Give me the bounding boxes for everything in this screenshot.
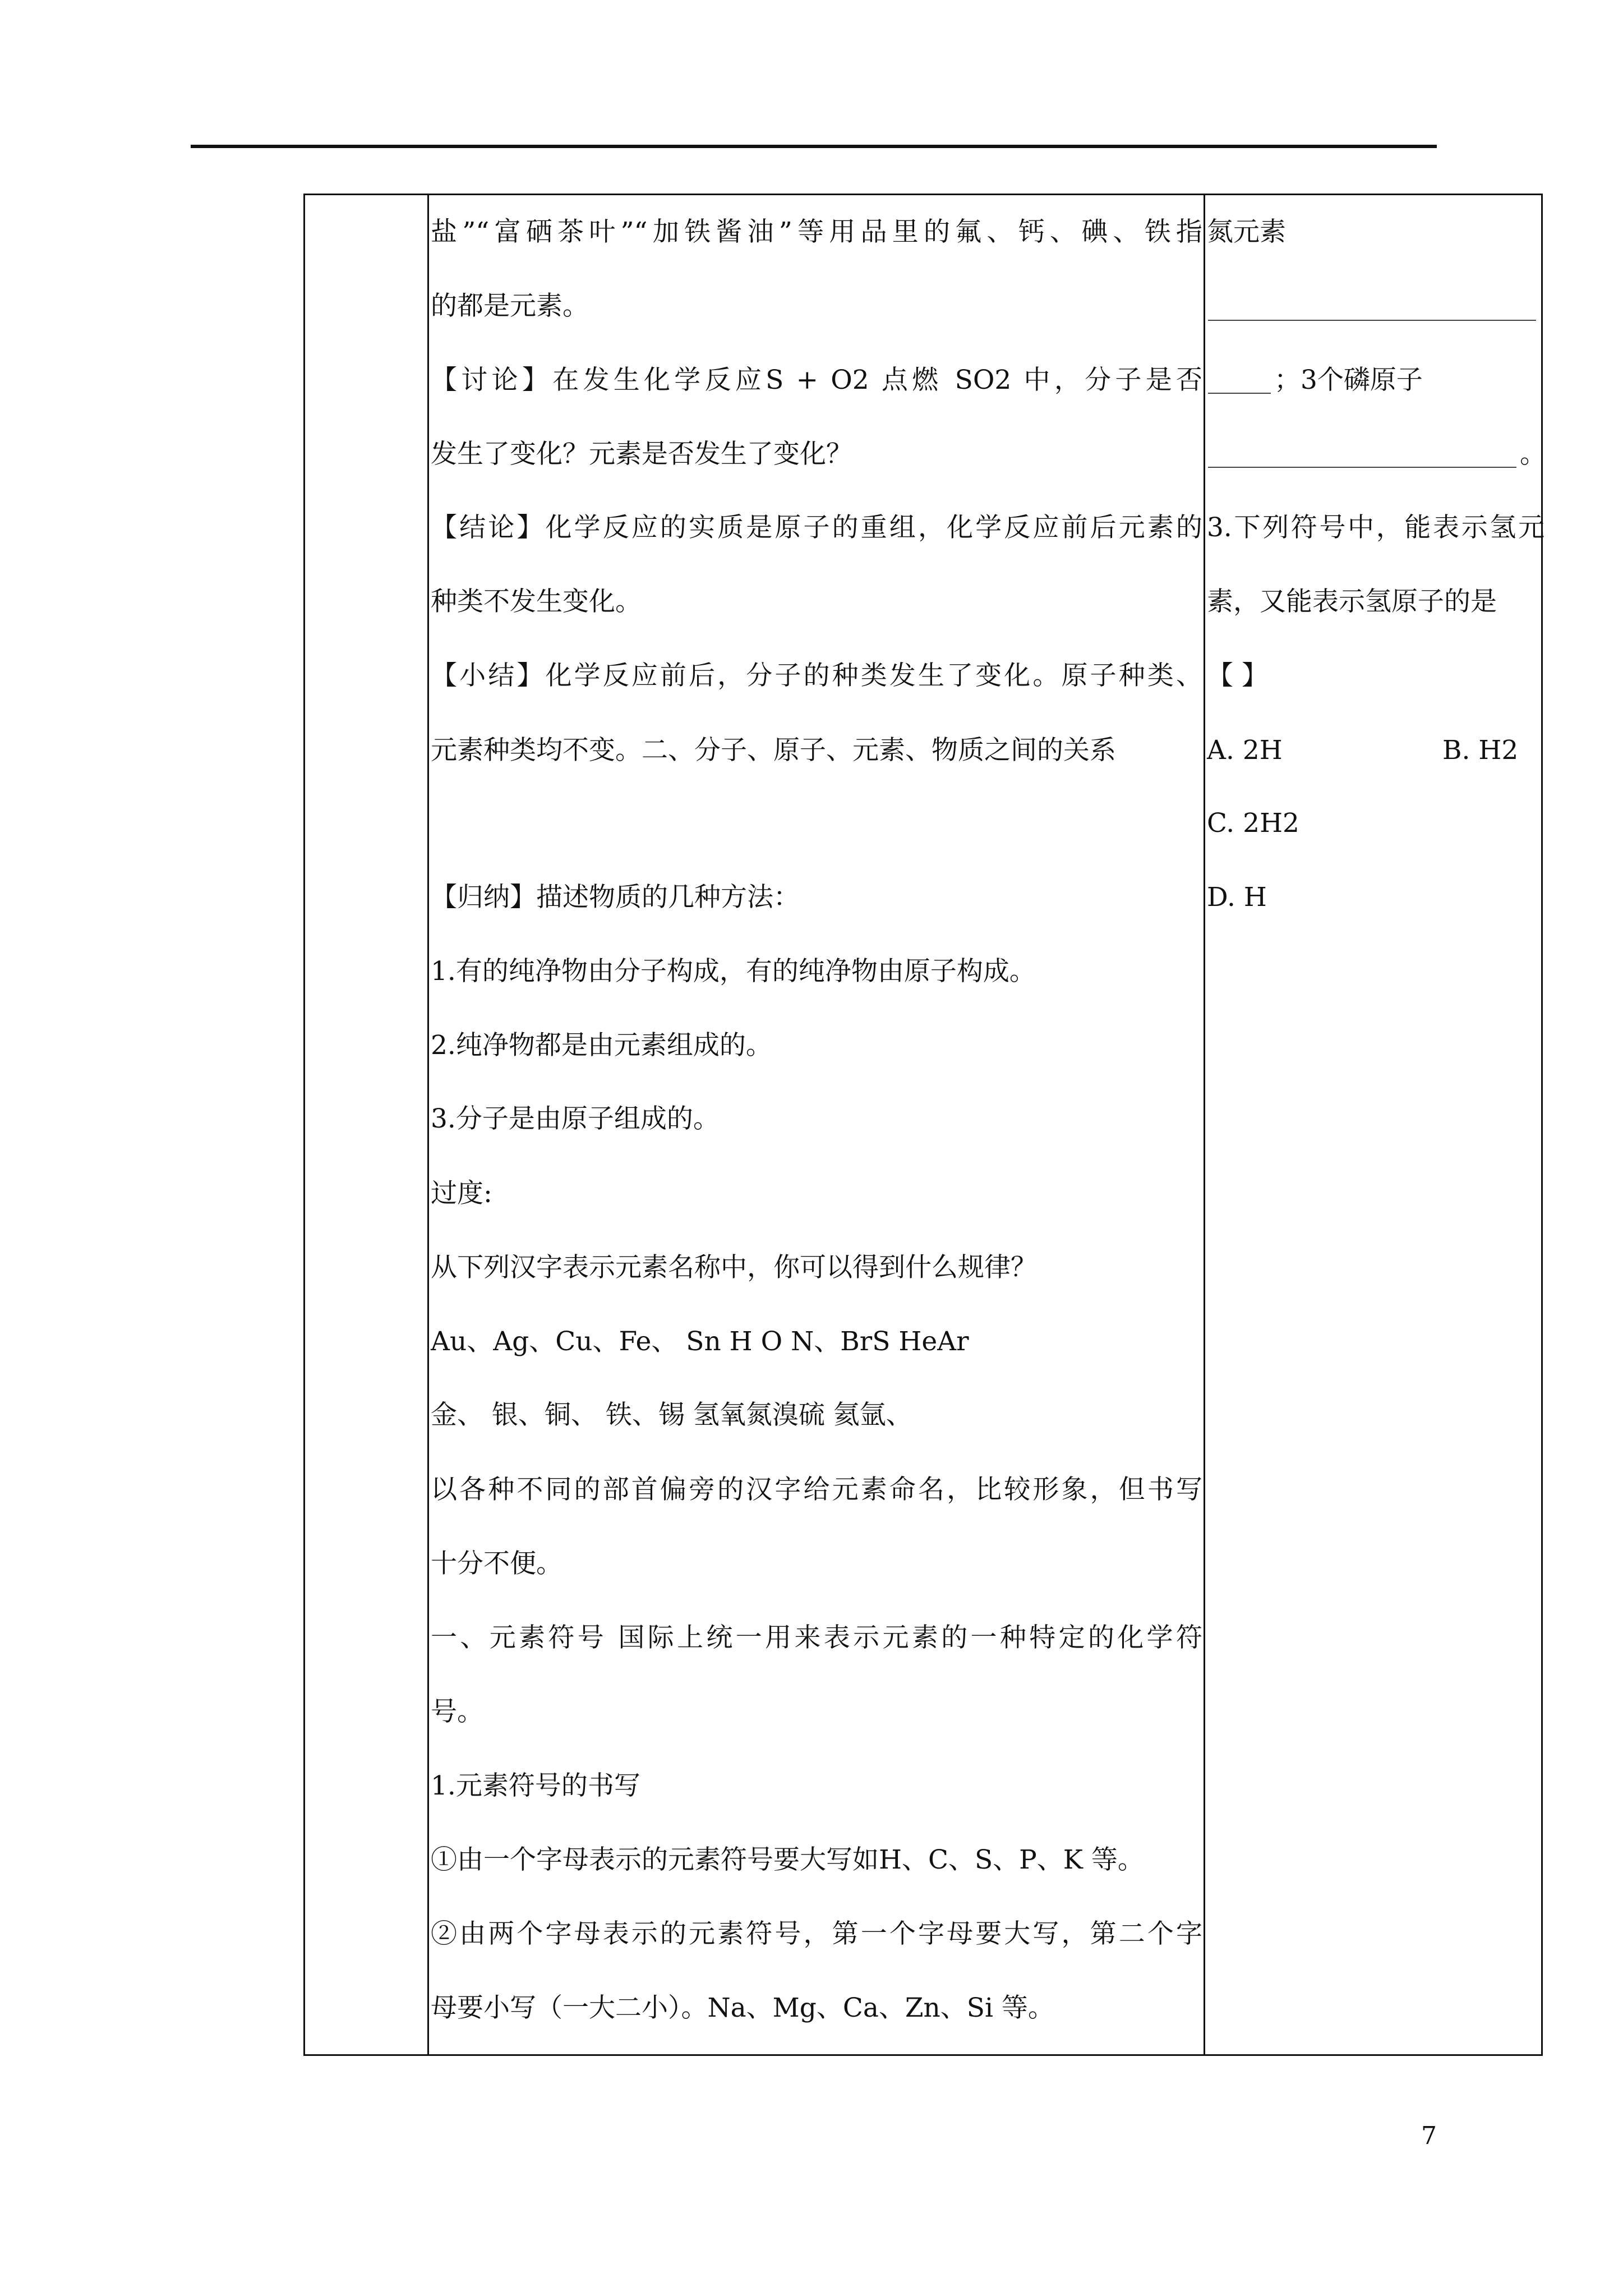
option-b: B. H2	[1442, 735, 1519, 766]
answer-blank	[1208, 320, 1536, 321]
option-c: C. 2H2	[1207, 808, 1299, 839]
exercise-line: 3.下列符号中，能表示氢元	[1207, 512, 1544, 543]
content-line: 的都是元素。	[431, 291, 589, 321]
exercise-line: 氮元素	[1207, 217, 1286, 247]
answer-blank	[1208, 467, 1516, 468]
exercise-line: ；3个磷原子	[1274, 365, 1423, 395]
content-line: 【小结】化学反应前后，分子的种类发生了变化。原子种类、	[431, 660, 1202, 691]
exercise-line: 【 】	[1207, 660, 1268, 691]
content-line: 元素种类均不变。二、分子、原子、元素、物质之间的关系	[431, 735, 1116, 766]
content-line: 种类不发生变化。	[431, 586, 642, 617]
content-line: 2.纯净物都是由元素组成的。	[431, 1030, 772, 1061]
answer-blank	[1208, 393, 1271, 394]
content-line: 从下列汉字表示元素名称中，你可以得到什么规律？	[431, 1252, 1037, 1283]
content-line: 母要小写（一大二小）。Na、Mg、Ca、Zn、Si 等。	[431, 1993, 1054, 2023]
content-line: 1.有的纯净物由分子构成，有的纯净物由原子构成。	[431, 956, 1036, 987]
content-line: 发生了变化？元素是否发生了变化？	[431, 439, 852, 470]
content-line: 号。	[431, 1696, 483, 1727]
content-line: 【结论】化学反应的实质是原子的重组，化学反应前后元素的	[431, 512, 1202, 543]
content-line: 一、元素符号 国际上统一用来表示元素的一种特定的化学符	[431, 1622, 1202, 1653]
content-line: Au、Ag、Cu、Fe、 Sn H O N、BrS HeAr	[431, 1326, 969, 1357]
content-line: ②由两个字母表示的元素符号，第一个字母要大写，第二个字	[431, 1918, 1202, 1949]
option-d: D. H	[1207, 882, 1267, 913]
content-line: 盐”“富硒茶叶”“加铁酱油”等用品里的氟、钙、碘、铁指	[431, 217, 1202, 247]
content-line: 3.分子是由原子组成的。	[431, 1103, 720, 1134]
header-rule	[191, 145, 1437, 148]
page-number: 7	[1421, 2122, 1437, 2150]
content-line: ①由一个字母表示的元素符号要大写如H、C、S、P、K 等。	[431, 1844, 1144, 1875]
content-line: 1.元素符号的书写	[431, 1770, 640, 1801]
column-divider-right	[1204, 195, 1205, 2054]
exercise-line: 。	[1520, 439, 1546, 470]
content-line: 金、 银、铜、 铁、锡 氢氧氮溴硫 氦氩、	[431, 1400, 912, 1430]
lesson-table	[303, 194, 1546, 2056]
content-line: 过度:	[431, 1178, 492, 1209]
content-line: 以各种不同的部首偏旁的汉字给元素命名，比较形象，但书写	[431, 1474, 1202, 1505]
content-line: 【归纳】描述物质的几种方法：	[431, 882, 800, 913]
column-divider-left	[427, 195, 429, 2054]
exercise-line: 素，又能表示氢原子的是	[1207, 586, 1497, 617]
option-a: A. 2H	[1207, 735, 1283, 766]
content-line: 十分不便。	[431, 1548, 562, 1579]
content-line: 【讨论】在发生化学反应S + O2 点燃 SO2 中，分子是否	[431, 365, 1202, 395]
